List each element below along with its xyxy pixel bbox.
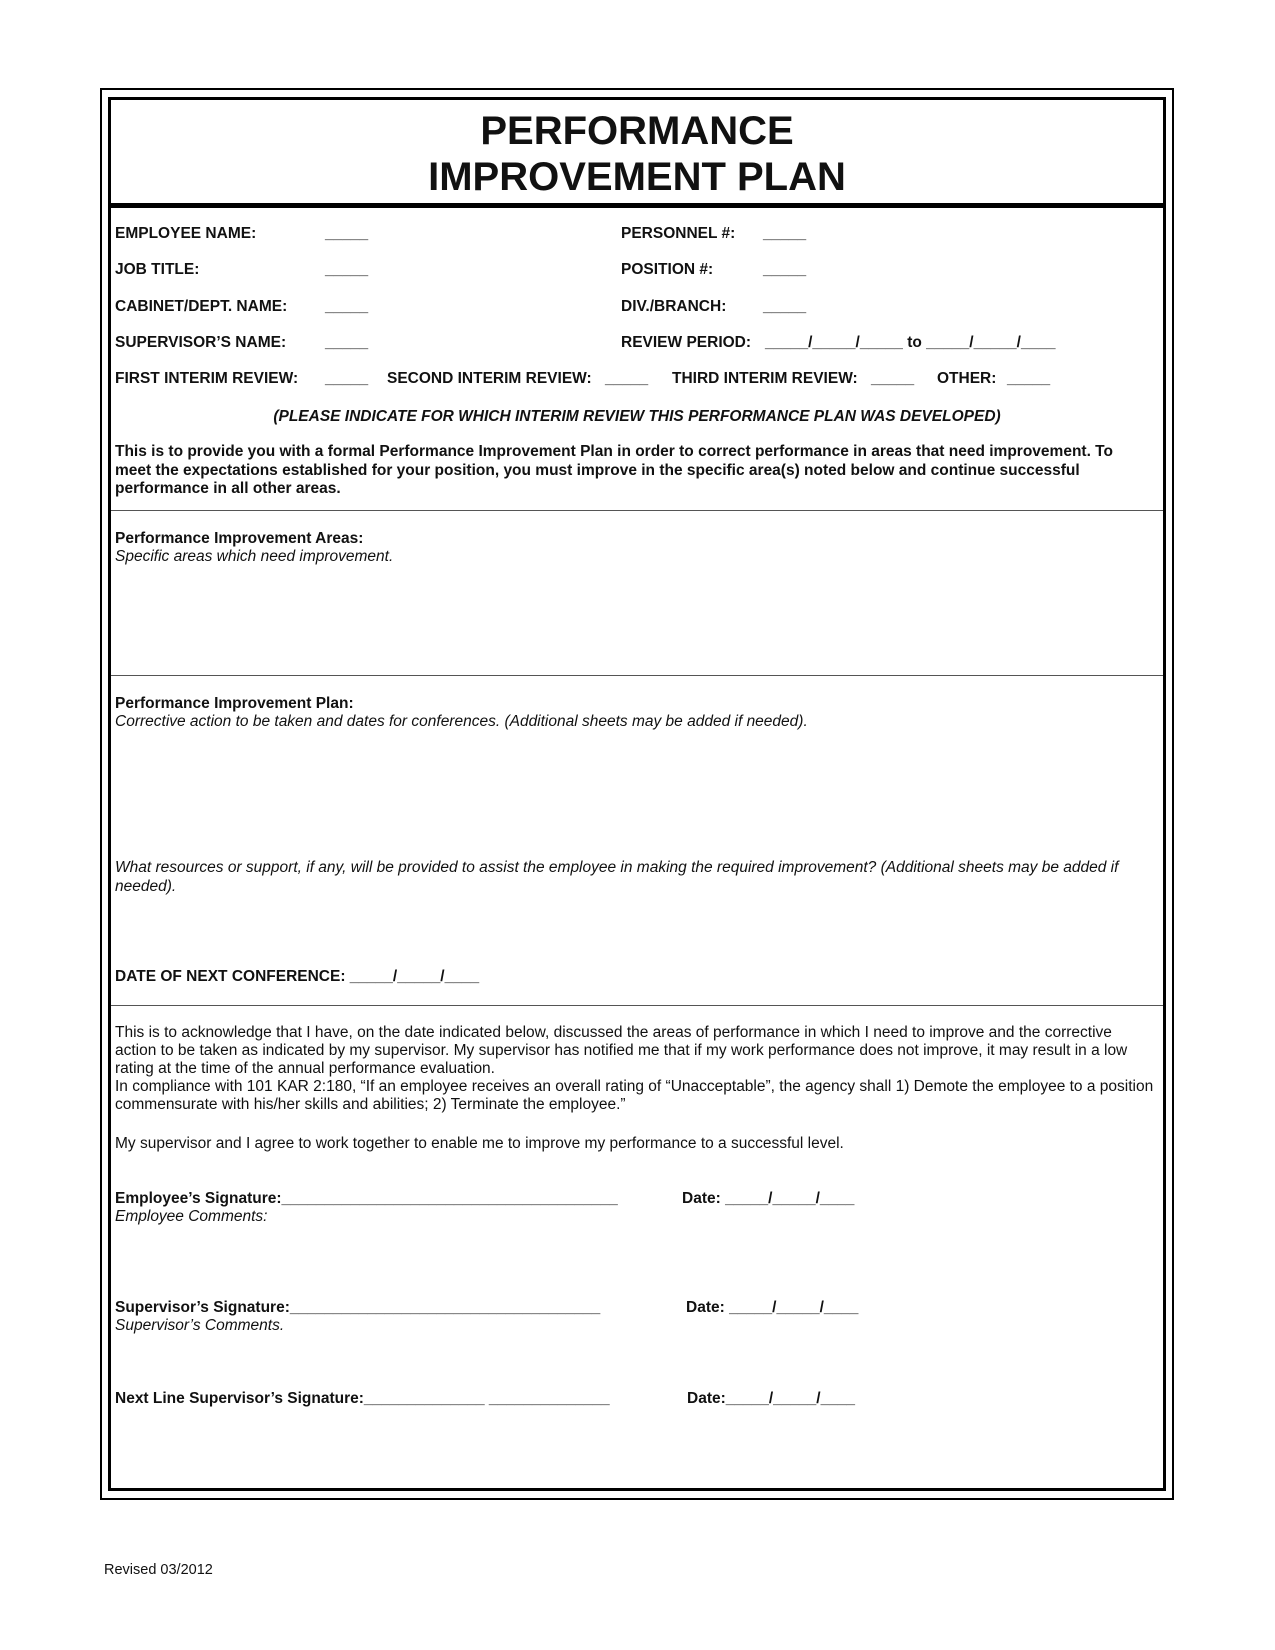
employee-name-label: EMPLOYEE NAME: xyxy=(115,225,257,242)
employee-name-field[interactable]: _____ xyxy=(325,225,369,242)
second-interim-review-field[interactable]: _____ xyxy=(605,370,649,387)
interim-note: (PLEASE INDICATE FOR WHICH INTERIM REVIEW THIS PERFORMANCE PLAN WAS DEVELOPED) xyxy=(273,408,1001,425)
resources-question: What resources or support, if any, will be provided to assist the employee in making the required improvement? (Additional sheets may be added if needed). xyxy=(115,859,1119,895)
employee-comments-label: Employee Comments: xyxy=(115,1208,268,1225)
position-number-label: POSITION #: xyxy=(621,261,714,278)
acknowledgement-paragraph-2: In compliance with 101 KAR 2:180, “If an employee receives an overall rating of “Unacceptable”, the agency shall 1) Demote the employee to a position commensurate with his/her skills and abilities; 2) Terminate the employee.” xyxy=(115,1078,1154,1113)
personnel-number-field[interactable]: _____ xyxy=(763,225,807,242)
first-interim-review-label: FIRST INTERIM REVIEW: xyxy=(115,370,299,387)
acknowledgement-paragraph-3: My supervisor and I agree to work together to enable me to improve my performance to a successful level. xyxy=(115,1135,844,1152)
other-review-field[interactable]: _____ xyxy=(1007,370,1051,387)
first-interim-review-field[interactable]: _____ xyxy=(325,370,369,387)
job-title-field[interactable]: _____ xyxy=(325,261,369,278)
employee-signature-line[interactable]: Employee’s Signature:_______________________________________ xyxy=(115,1190,618,1207)
intro-paragraph: This is to provide you with a formal Performance Improvement Plan in order to correct performance in areas that need improvement. To meet the expectations established for your position, you must improve in the specific area(s) noted below and continue successful performance in all other areas. xyxy=(115,443,1113,497)
cabinet-dept-label: CABINET/DEPT. NAME: xyxy=(115,298,288,315)
improvement-plan-subtitle: Corrective action to be taken and dates for conferences. (Additional sheets may be added if needed). xyxy=(115,713,808,730)
next-line-supervisor-signature-date[interactable]: Date:_____/_____/____ xyxy=(687,1390,856,1407)
cabinet-dept-field[interactable]: _____ xyxy=(325,298,369,315)
job-title-label: JOB TITLE: xyxy=(115,261,200,278)
review-period-field[interactable]: _____/_____/_____ to _____/_____/____ xyxy=(765,334,1056,351)
form-outer-border xyxy=(100,88,1174,1500)
other-review-label: OTHER: xyxy=(937,370,997,387)
form-title-box xyxy=(111,100,1163,208)
supervisor-comments-label: Supervisor’s Comments. xyxy=(115,1317,285,1334)
next-conference-date[interactable]: DATE OF NEXT CONFERENCE: _____/_____/____ xyxy=(115,968,480,985)
supervisor-name-field[interactable]: _____ xyxy=(325,334,369,351)
acknowledgement-paragraph-1: This is to acknowledge that I have, on the date indicated below, discussed the areas of performance in which I need to improve and the corrective action to be taken as indicated by my supervisor. My supervisor has notified me that if my work performance does not improve, it may result in a low rating at the time of the annual performance evaluation. xyxy=(115,1024,1128,1077)
div-branch-field[interactable]: _____ xyxy=(763,298,807,315)
div-branch-label: DIV./BRANCH: xyxy=(621,298,727,315)
form-title-line-2: IMPROVEMENT PLAN xyxy=(428,155,846,199)
second-interim-review-label: SECOND INTERIM REVIEW: xyxy=(387,370,592,387)
revision-footer: Revised 03/2012 xyxy=(104,1562,213,1578)
third-interim-review-field[interactable]: _____ xyxy=(871,370,915,387)
form-title-line-1: PERFORMANCE xyxy=(480,109,794,153)
form-inner-border xyxy=(108,97,1166,1491)
acknowledgement-section xyxy=(111,1005,1163,1488)
improvement-areas-subtitle: Specific areas which need improvement. xyxy=(115,548,394,565)
personnel-number-label: PERSONNEL #: xyxy=(621,225,736,242)
supervisor-name-label: SUPERVISOR’S NAME: xyxy=(115,334,287,351)
next-line-supervisor-signature-line[interactable]: Next Line Supervisor’s Signature:______________ ______________ xyxy=(115,1390,610,1407)
improvement-areas-section xyxy=(111,510,1163,676)
employee-signature-date[interactable]: Date: _____/_____/____ xyxy=(682,1190,855,1207)
review-period-label: REVIEW PERIOD: xyxy=(621,334,752,351)
improvement-areas-heading: Performance Improvement Areas: xyxy=(115,530,364,547)
supervisor-signature-line[interactable]: Supervisor’s Signature:____________________________________ xyxy=(115,1299,601,1316)
improvement-plan-section xyxy=(111,675,1163,1006)
improvement-plan-heading: Performance Improvement Plan: xyxy=(115,695,354,712)
supervisor-signature-date[interactable]: Date: _____/_____/____ xyxy=(686,1299,859,1316)
third-interim-review-label: THIRD INTERIM REVIEW: xyxy=(672,370,858,387)
position-number-field[interactable]: _____ xyxy=(763,261,807,278)
